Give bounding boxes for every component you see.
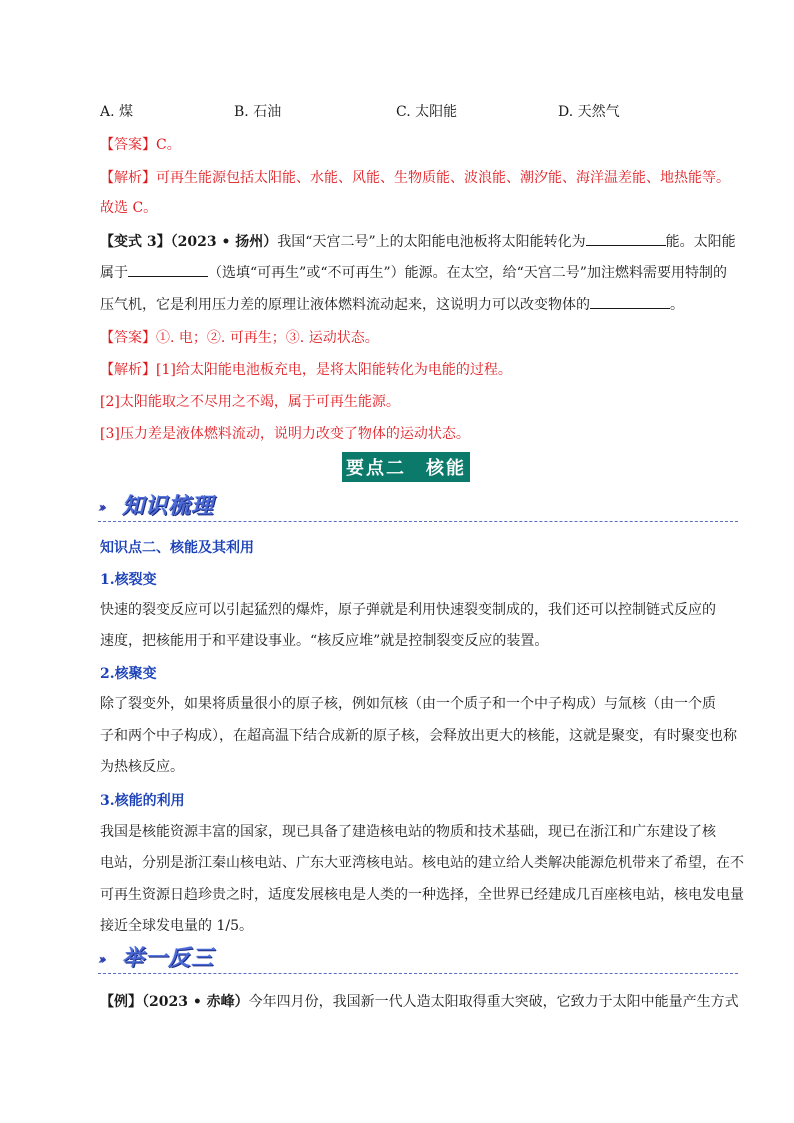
paragraph-line: 电站，分别是浙江秦山核电站、广东大亚湾核电站。核电站的建立给人类解决能源危机带来了希望，在不 bbox=[100, 855, 744, 871]
paragraph-line: 我国是核能资源丰富的国家，现已具备了建造核电站的物质和技术基础，现已在浙江和广东建设了核 bbox=[100, 824, 716, 840]
variant-analysis-2: [2]太阳能取之不尽用之不竭，属于可再生能源。 bbox=[100, 394, 400, 410]
variant-text-2a: 属于 bbox=[100, 265, 128, 281]
answer-label: 【答案】 bbox=[100, 137, 156, 153]
blank-2[interactable] bbox=[128, 262, 208, 277]
example-source: （2023 • 赤峰） bbox=[142, 994, 249, 1010]
banner-title: 知识梳理 bbox=[122, 493, 215, 519]
q1-answer bbox=[100, 135, 722, 155]
triple-arrow-icon: ››› bbox=[98, 952, 103, 968]
option-d: D. 天然气 bbox=[558, 104, 620, 120]
variant-line-1 bbox=[100, 231, 736, 252]
paragraph-line: 速度，把核能用于和平建设事业。“核反应堆”就是控制裂变反应的装置。 bbox=[100, 633, 549, 649]
variant-answer bbox=[100, 328, 722, 348]
section-title: 要点二 核能 bbox=[342, 452, 470, 482]
dashed-divider bbox=[98, 973, 738, 974]
sub-heading-fusion: 2.核聚变 bbox=[100, 666, 157, 682]
variant-source: （2023 • 扬州） bbox=[170, 234, 278, 250]
dashed-divider bbox=[98, 521, 738, 522]
banner-knowledge bbox=[98, 492, 738, 522]
variant-text-1a: 我国“天宫二号”上的太阳能电池板将太阳能转化为 bbox=[277, 234, 586, 250]
answer-value: C。 bbox=[156, 137, 181, 153]
variant-text-3a: 压气机，它是利用压力差的原理让液体燃料流动起来，这说明力可以改变物体的 bbox=[100, 297, 590, 313]
sub-heading-fission: 1.核裂变 bbox=[100, 572, 157, 588]
example-text: 今年四月份，我国新一代人造太阳取得重大突破，它致力于太阳中能量产生方式 bbox=[248, 994, 739, 1010]
analysis-text: 可再生能源包括太阳能、水能、风能、生物质能、波浪能、潮汐能、海洋温差能、地热能等。 bbox=[156, 170, 730, 186]
banner-examples bbox=[98, 944, 738, 974]
paragraph-line: 子和两个中子构成），在超高温下结合成新的原子核，会释放出更大的核能，这就是聚变，有时聚变也称 bbox=[100, 728, 737, 744]
q1-analysis-cont: 故选 C。 bbox=[100, 200, 158, 216]
paragraph-line: 为热核反应。 bbox=[100, 759, 184, 775]
triple-arrow-icon: ››› bbox=[98, 500, 103, 516]
answer-label: 【答案】 bbox=[100, 330, 156, 346]
banner-title: 举一反三 bbox=[122, 945, 215, 971]
sub-heading-usage: 3.核能的利用 bbox=[100, 793, 185, 809]
analysis-label: 【解析】 bbox=[100, 362, 156, 378]
example-label: 【例】 bbox=[100, 994, 142, 1010]
variant-text-3b: 。 bbox=[670, 297, 684, 313]
variant-line-3 bbox=[100, 294, 722, 315]
option-a: A. 煤 bbox=[100, 104, 134, 120]
variant-line-2 bbox=[100, 262, 727, 283]
example-line bbox=[100, 992, 739, 1012]
paragraph-line: 除了裂变外，如果将质量很小的原子核，例如氘核（由一个质子和一个中子构成）与氚核（由一个质 bbox=[100, 696, 716, 712]
blank-3[interactable] bbox=[590, 294, 670, 309]
variant-text-1b: 能。太阳能 bbox=[665, 234, 736, 250]
analysis-label: 【解析】 bbox=[100, 170, 156, 186]
paragraph-line: 可再生资源日趋珍贵之时，适度发展核电是人类的一种选择，全世界已经建成几百座核电站，核电发电量 bbox=[100, 887, 744, 903]
option-c: C. 太阳能 bbox=[396, 104, 458, 120]
option-b: B. 石油 bbox=[234, 104, 282, 120]
paragraph-line: 接近全球发电量的 1/5。 bbox=[100, 918, 253, 934]
variant-analysis-3: [3]压力差是液体燃料流动，说明力改变了物体的运动状态。 bbox=[100, 426, 470, 442]
knowledge-heading: 知识点二、核能及其利用 bbox=[100, 540, 254, 556]
blank-1[interactable] bbox=[586, 231, 666, 246]
analysis-text: [1]给太阳能电池板充电，是将太阳能转化为电能的过程。 bbox=[156, 362, 512, 378]
q1-analysis bbox=[100, 168, 730, 188]
answer-value: ①. 电；②. 可再生；③. 运动状态。 bbox=[156, 330, 379, 346]
paragraph-line: 快速的裂变反应可以引起猛烈的爆炸，原子弹就是利用快速裂变制成的，我们还可以控制链式反应的 bbox=[100, 602, 716, 618]
variant-label: 【变式 3】 bbox=[100, 234, 171, 250]
variant-analysis-1 bbox=[100, 360, 722, 380]
variant-text-2b: （选填“可再生”或“不可再生”）能源。在太空，给“天宫二号”加注燃料需要用特制的 bbox=[208, 265, 727, 281]
